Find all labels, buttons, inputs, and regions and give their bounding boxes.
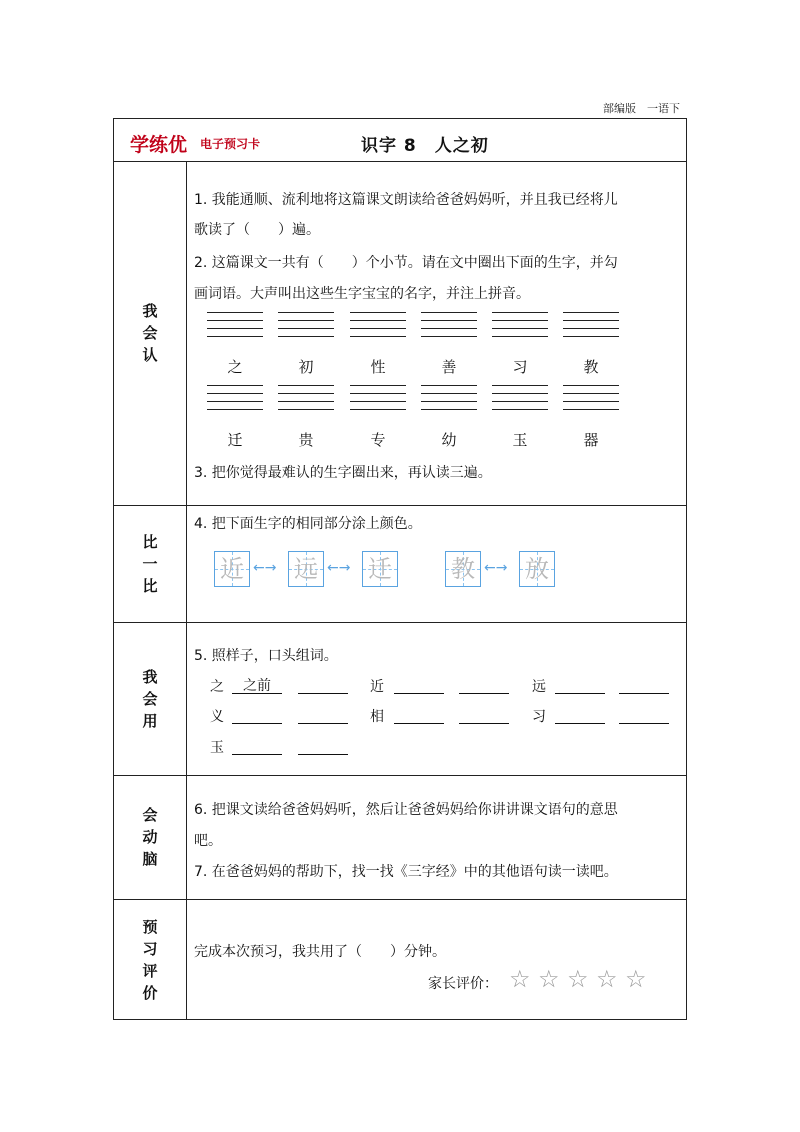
brand-subtitle: 电子预习卡 [200, 137, 261, 151]
time-spent-text: 完成本次预习，我共用了（ ）分钟。 [194, 944, 446, 960]
answer-blank[interactable] [298, 736, 348, 755]
question-6-line1: 6. 把课文读给爸爸妈妈听，然后让爸爸妈妈给你讲讲课文语句的意思 [194, 802, 618, 818]
section-label-recognize: 我 会 认 [142, 302, 158, 364]
double-arrow-icon: ←→ [327, 560, 351, 576]
edition-label: 部编版 一语下 [603, 102, 680, 115]
star-icon[interactable]: ☆ [509, 965, 531, 993]
character: 性 [370, 358, 386, 376]
character: 善 [441, 358, 457, 376]
brand-logo: 学练优 [130, 134, 188, 156]
character: 玉 [512, 431, 528, 449]
character-grid[interactable]: 近 [214, 551, 250, 587]
preview-card [113, 118, 687, 1020]
answer-blank[interactable] [555, 705, 605, 724]
question-6-line2: 吧。 [194, 833, 222, 849]
word-char: 相 [370, 709, 384, 725]
divider [114, 899, 686, 900]
double-arrow-icon: ←→ [484, 560, 508, 576]
pinyin-lines[interactable] [350, 312, 406, 340]
word-char: 玉 [210, 740, 224, 756]
question-4: 4. 把下面生字的相同部分涂上颜色。 [194, 516, 422, 532]
pinyin-lines[interactable] [563, 312, 619, 340]
pinyin-lines[interactable] [278, 385, 334, 413]
question-2-line2: 画词语。大声叫出这些生字宝宝的名字，并注上拼音。 [194, 286, 530, 302]
double-arrow-icon: ←→ [253, 560, 277, 576]
character: 初 [298, 358, 314, 376]
example-answer: 之前 [232, 675, 282, 694]
character: 贵 [298, 431, 314, 449]
word-char: 近 [370, 679, 384, 695]
divider [114, 505, 686, 506]
character: 专 [370, 431, 386, 449]
star-icon[interactable]: ☆ [538, 965, 560, 993]
character: 教 [583, 358, 599, 376]
question-2-line1: 2. 这篇课文一共有（ ）个小节。请在文中圈出下面的生字，并勾 [194, 255, 618, 271]
section-label-evaluate: 预 习 评 价 [142, 918, 158, 1002]
pinyin-lines[interactable] [492, 385, 548, 413]
divider [114, 775, 686, 776]
word-char: 义 [210, 709, 224, 725]
character: 幼 [441, 431, 457, 449]
pinyin-lines[interactable] [492, 312, 548, 340]
pinyin-lines[interactable] [563, 385, 619, 413]
pinyin-lines[interactable] [421, 385, 477, 413]
character-grid[interactable]: 远 [288, 551, 324, 587]
answer-blank[interactable] [555, 675, 605, 694]
section-label-think: 会 动 脑 [142, 806, 158, 868]
page-title: 识字 8 人之初 [361, 136, 489, 156]
pinyin-lines[interactable] [350, 385, 406, 413]
word-char: 之 [210, 679, 224, 695]
character: 器 [583, 431, 599, 449]
character: 习 [512, 358, 528, 376]
answer-blank[interactable] [394, 705, 444, 724]
star-icon[interactable]: ☆ [625, 965, 647, 993]
answer-blank[interactable] [459, 705, 509, 724]
answer-blank[interactable] [459, 675, 509, 694]
pinyin-lines[interactable] [278, 312, 334, 340]
question-7: 7. 在爸爸妈妈的帮助下，找一找《三字经》中的其他语句读一读吧。 [194, 864, 618, 880]
answer-blank[interactable] [232, 705, 282, 724]
answer-blank[interactable] [298, 705, 348, 724]
divider [114, 161, 686, 162]
question-1-line1: 1. 我能通顺、流利地将这篇课文朗读给爸爸妈妈听，并且我已经将儿 [194, 192, 618, 208]
divider [114, 622, 686, 623]
star-icon[interactable]: ☆ [567, 965, 589, 993]
character: 迁 [227, 431, 243, 449]
question-3: 3. 把你觉得最难认的生字圈出来，再认读三遍。 [194, 465, 492, 481]
star-icon[interactable]: ☆ [596, 965, 618, 993]
word-char: 习 [532, 709, 546, 725]
section-label-compare: 比 一 比 [142, 532, 158, 595]
character: 之 [227, 358, 243, 376]
answer-blank[interactable] [298, 675, 348, 694]
question-1-line2: 歌读了（ ）遍。 [194, 222, 320, 238]
question-5: 5. 照样子，口头组词。 [194, 648, 338, 664]
answer-blank[interactable] [619, 705, 669, 724]
parent-evaluation-label: 家长评价： [428, 976, 498, 992]
column-divider [186, 161, 187, 1019]
section-label-use: 我 会 用 [142, 667, 158, 730]
character-grid[interactable]: 教 [445, 551, 481, 587]
word-char: 远 [532, 679, 546, 695]
pinyin-lines[interactable] [207, 312, 263, 340]
pinyin-lines[interactable] [207, 385, 263, 413]
answer-blank[interactable] [394, 675, 444, 694]
character-grid[interactable]: 放 [519, 551, 555, 587]
answer-blank[interactable] [619, 675, 669, 694]
pinyin-lines[interactable] [421, 312, 477, 340]
character-grid[interactable]: 迁 [362, 551, 398, 587]
answer-blank[interactable] [232, 736, 282, 755]
